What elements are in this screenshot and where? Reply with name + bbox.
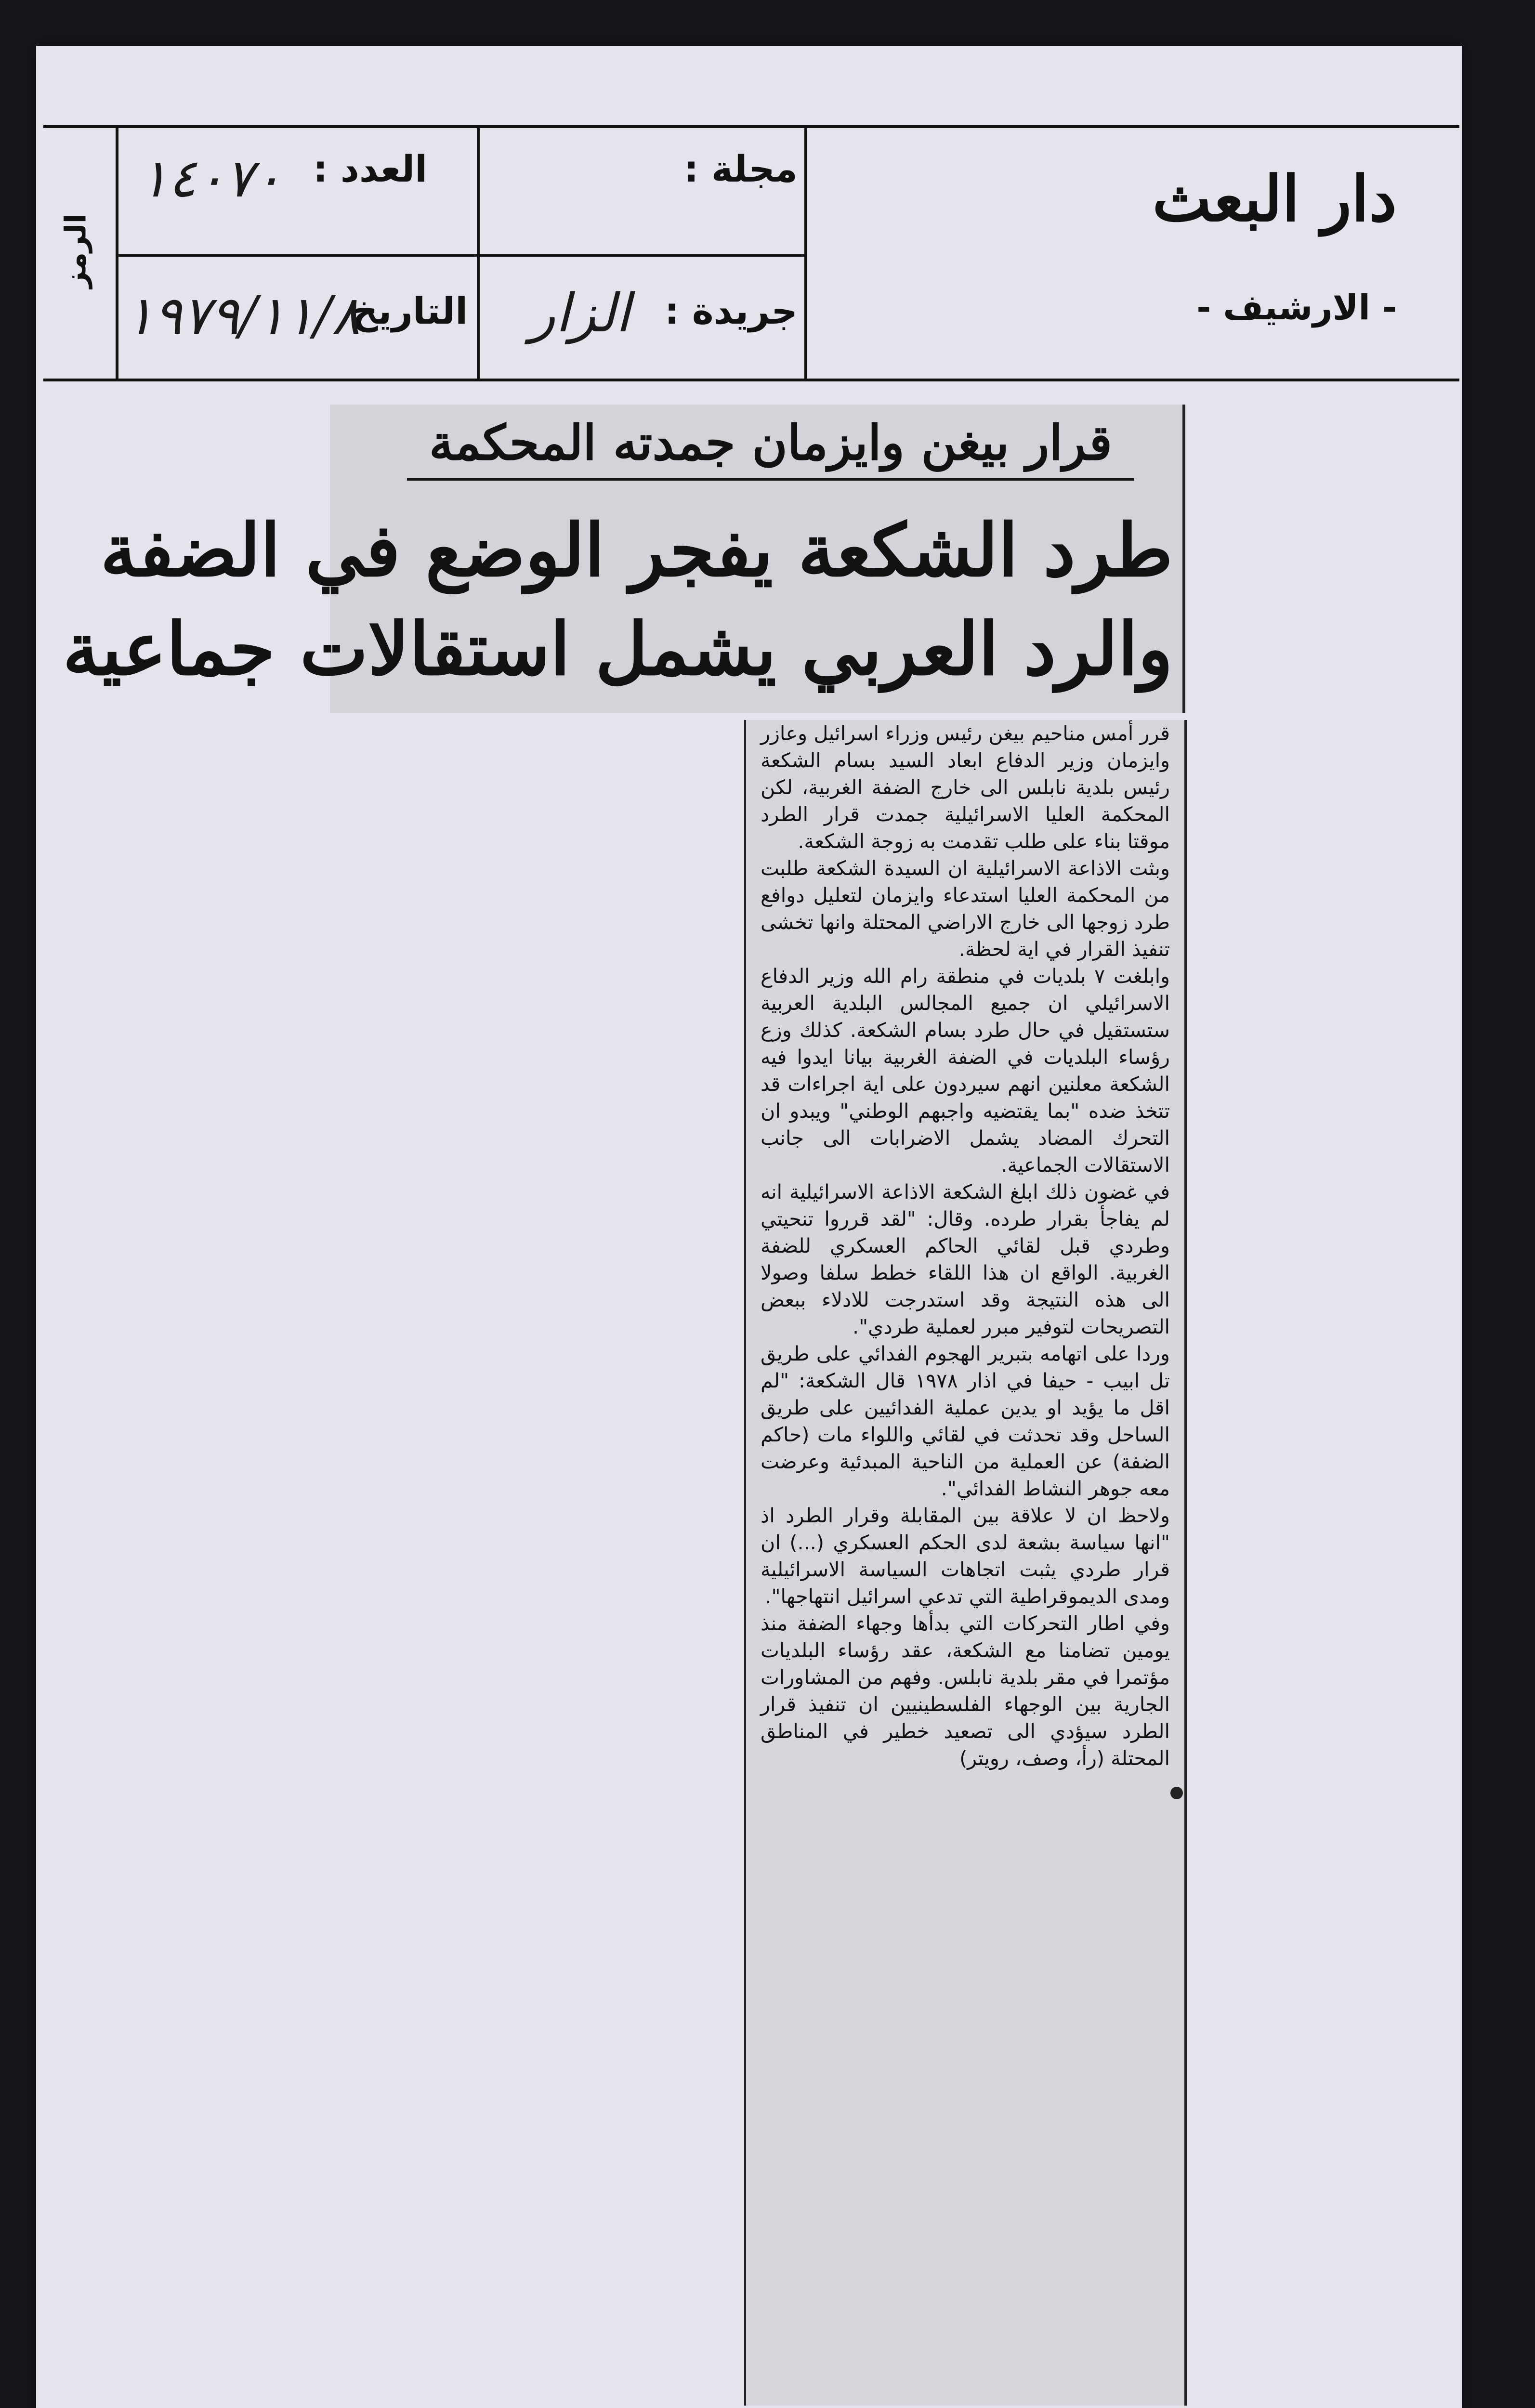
date-value: ١٩٧٩/١١/٨ [125, 285, 360, 346]
issue-value: ١٤٠٧٠ [140, 147, 282, 209]
magazine-label: مجلة : [684, 147, 798, 190]
paragraph: في غضون ذلك ابلغ الشكعة الاذاعة الاسرائيلية انه لم يفاجأ بقرار طرده. وقال: "لقد قرروا تنحيتي وطردي قبل لقائي الحاكم العسكري للضفة الغربية. الواقع ان هذا اللقاء خطط سلفا وصولا الى هذه النتيجة وقد استدرجت للادلاء ببعض التصريحات لتوفير مبرر لعملية طردي". [761, 1180, 1170, 1338]
paragraph: وردا على اتهامه بتبرير الهجوم الفدائي على طريق تل ابيب - حيفا في اذار ١٩٧٨ قال الشكعة: "لم اقل ما يؤيد او يدين عملية الفدائيين على طريق الساحل وقد تحدثت في لقائي واللواء مات (حاكم الضفة) عن العملية من الناحية المبدئية وعرضت معه جوهر النشاط الفدائي". [761, 1342, 1170, 1500]
headline-line-1: طرد الشكعة يفجر الوضع في الضفة [100, 508, 1173, 593]
subheadline: قرار بيغن وايزمان جمدته المحكمة [407, 414, 1134, 481]
newspaper-value: الزار [530, 282, 630, 344]
divider [804, 128, 807, 379]
divider [116, 128, 118, 379]
paragraph: وفي اطار التحركات التي بدأها وجهاء الضفة منذ يومين تضامنا مع الشكعة، عقد رؤساء البلديات مؤتمرا في مقر بلدية نابلس. وفهم من المشاورات الجارية بين الوجهاء الفلسطينيين ان تنفيذ قرار الطرد سيؤدي الى تصعيد خطير في المناطق المحتلة (رأ، وصف، رويتر) [761, 1612, 1170, 1770]
issue-label: العدد : [313, 147, 428, 190]
date-label: التاريخ [352, 289, 468, 332]
paragraph: قرر أمس مناحيم بيغن رئيس وزراء اسرائيل وعازر وايزمان وزير الدفاع ابعاد السيد بسام الشكعة رئيس بلدية نابلس الى خارج الضفة الغربية، لكن المحكمة العليا الاسرائيلية جمدت قرار الطرد موقتا بناء على طلب تقدمت به زوجة الشكعة. [761, 722, 1170, 853]
archive-header [43, 125, 1459, 381]
paragraph: وبثت الاذاعة الاسرائيلية ان السيدة الشكعة طلبت من المحكمة العليا استدعاء وايزمان لتعليل دوافع طرد زوجها الى خارج الاراضي المحتلة وانها تخشى تنفيذ القرار في اية لحظة. [761, 857, 1170, 961]
headline-line-2: والرد العربي يشمل استقالات جماعية [63, 607, 1173, 692]
paragraph: وابلغت ٧ بلديات في منطقة رام الله وزير الدفاع الاسرائيلي ان جميع المجالس البلدية العربية ستستقيل في حال طرد بسام الشكعة. كذلك وزع رؤساء البلديات في الضفة الغربية بيانا ايدوا فيه الشكعة معلنين انهم سيردون على اية اجراءات قد تتخذ ضده "بما يقتضيه واجبهم الوطني" ويبدو ان التحرك المضاد يشمل الاضرابات الى جانب الاستقالات الجماعية. [761, 965, 1170, 1177]
dar-al-baath-logo: دار البعث [1152, 162, 1397, 236]
archive-label: - الارشيف - [1196, 287, 1397, 327]
article-body [744, 720, 1187, 2406]
divider [116, 254, 804, 257]
code-label: الرمز [59, 213, 93, 288]
paragraph: ولاحظ ان لا علاقة بين المقابلة وقرار الطرد اذ "انها سياسة بشعة لدى الحكم العسكري (...) ان قرار طردي يثبت اتجاهات السياسة الاسرائيلية ومدى الديموقراطية التي تدعي اسرائيل انتهاجها". [761, 1504, 1170, 1608]
headline-block [63, 405, 1185, 713]
clipping-sheet [36, 46, 1462, 2408]
divider [477, 128, 480, 379]
newspaper-label: جريدة : [665, 289, 798, 332]
ink-spot [1170, 1787, 1183, 1799]
